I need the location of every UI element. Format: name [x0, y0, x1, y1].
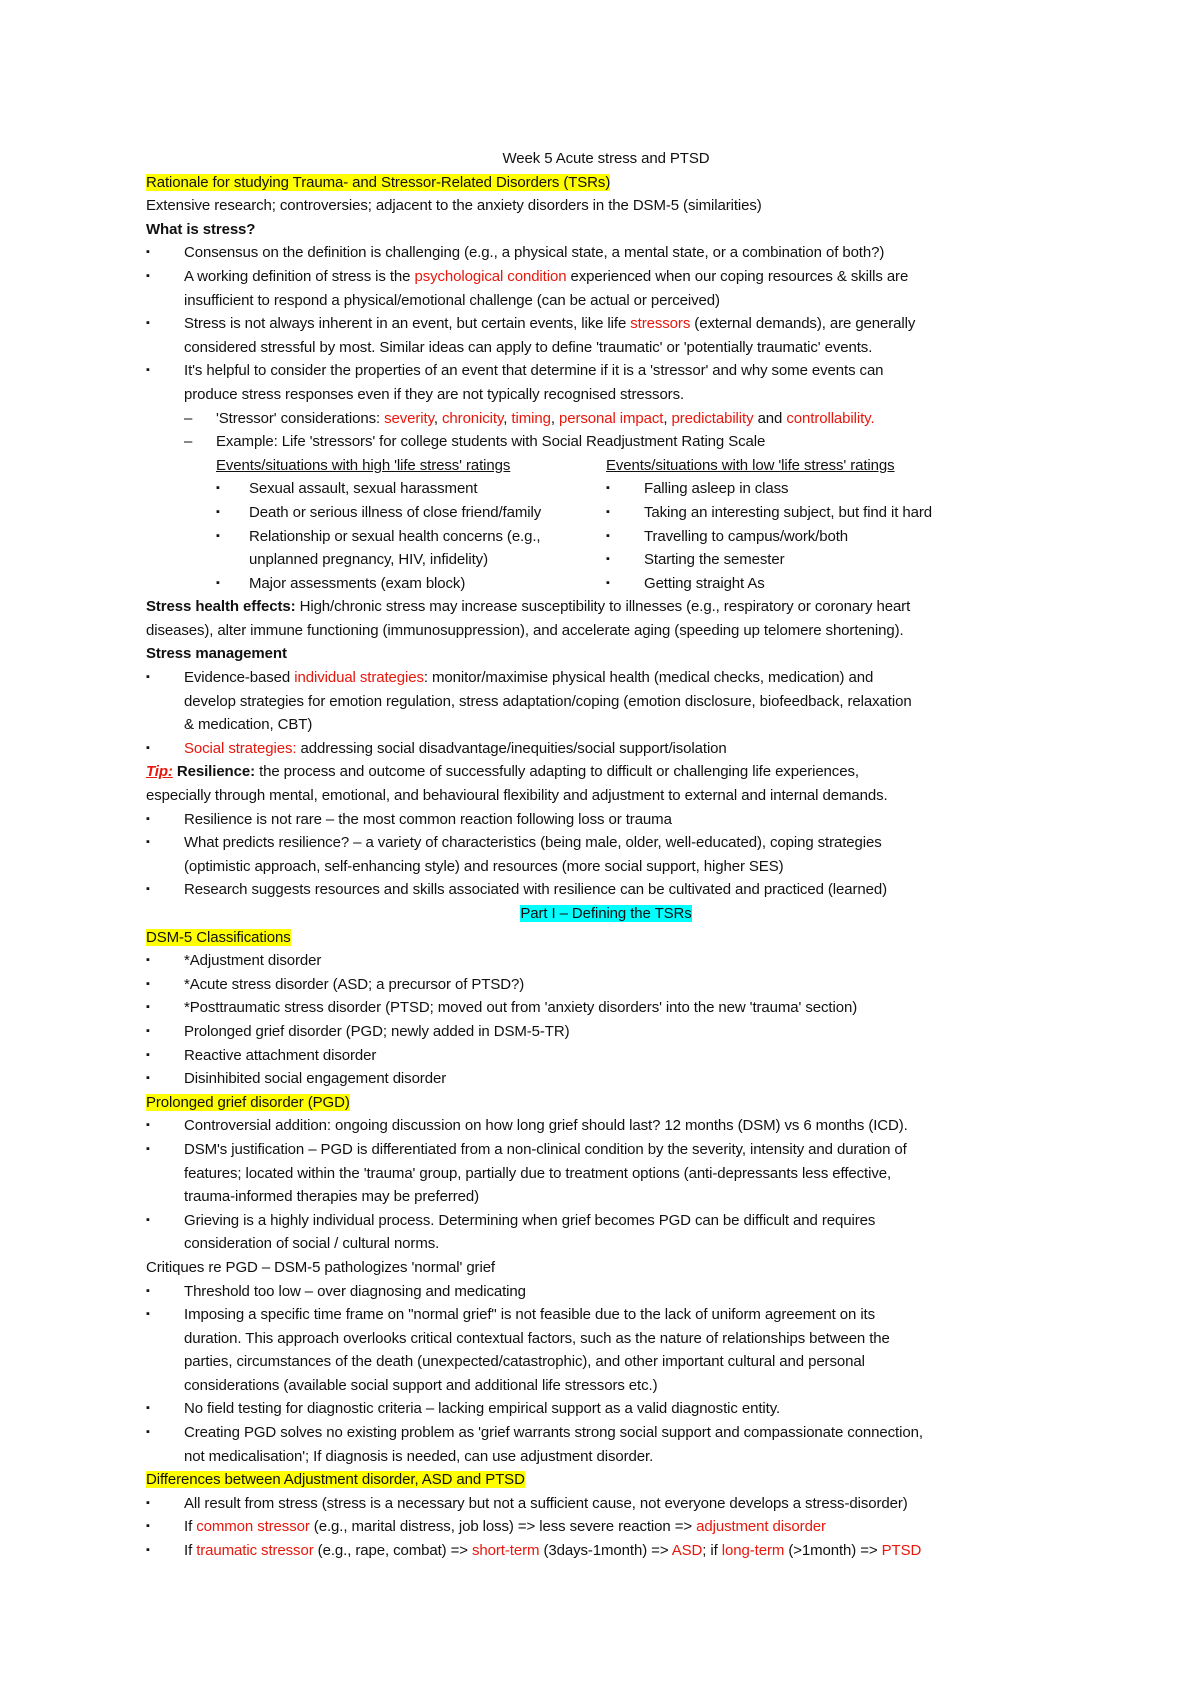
resilience-paragraph: Tip: Resilience: the process and outcome of successfully adapting to difficult or challenging life experiences,	[146, 763, 859, 781]
list-item-continuation: develop strategies for emotion regulation, stress adaptation/coping (emotion disclosure, biofeedback, relaxation	[184, 692, 912, 710]
list-item: ▪ Research suggests resources and skills associated with resilience can be cultivated and practiced (learned)	[146, 881, 888, 899]
list-item: ▪ Relationship or sexual health concerns (e.g.,	[216, 527, 541, 545]
rationale-heading: Rationale for studying Trauma- and Stressor-Related Disorders (TSRs)	[146, 173, 611, 191]
list-item: ▪ Resilience is not rare – the most common reaction following loss or trauma	[146, 810, 672, 828]
rationale-text: Extensive research; controversies; adjacent to the anxiety disorders in the DSM-5 (similarities)	[146, 197, 762, 215]
list-item: ▪ Controversial addition: ongoing discussion on how long grief should last? 12 months (DSM) vs 6 months (ICD).	[146, 1117, 908, 1135]
list-item: ▪ Disinhibited social engagement disorder	[146, 1070, 447, 1088]
list-item-continuation: insufficient to respond a physical/emotional challenge (can be actual or perceived)	[184, 291, 720, 309]
list-item: ▪ *Acute stress disorder (ASD; a precursor of PTSD?)	[146, 975, 525, 993]
list-item-continuation: features; located within the 'trauma' group, partially due to treatment options (anti-depressants less effective,	[184, 1164, 892, 1182]
list-item-continuation: considerations (available social support and additional life stressors etc.)	[184, 1376, 658, 1394]
sub-list-item: – Example: Life 'stressors' for college students with Social Readjustment Rating Scale	[184, 433, 766, 451]
list-item: ▪ Creating PGD solves no existing problem as 'grief warrants strong social support and compassionate connection,	[146, 1424, 923, 1442]
list-item: ▪ *Adjustment disorder	[146, 952, 322, 970]
list-item-continuation: consideration of social / cultural norms.	[184, 1235, 440, 1253]
list-item: ▪ Consensus on the definition is challenging (e.g., a physical state, a mental state, or a combination of both?)	[146, 244, 885, 262]
low-column-heading: Events/situations with low 'life stress' ratings	[606, 456, 895, 474]
low-stress-column	[606, 454, 1066, 596]
list-item: ▪ It's helpful to consider the properties of an event that determine if it is a 'stressor' and why some events can	[146, 362, 884, 380]
list-item: ▪ Reactive attachment disorder	[146, 1046, 377, 1064]
list-item: ▪ Sexual assault, sexual harassment	[216, 480, 478, 498]
health-effects-paragraph: Stress health effects: High/chronic stress may increase susceptibility to illnesses (e.g., respiratory or coronary heart	[146, 598, 911, 616]
list-item: ▪ Major assessments (exam block)	[216, 574, 466, 592]
what-is-stress-heading: What is stress?	[146, 220, 256, 238]
high-stress-column	[146, 454, 606, 596]
list-item-continuation: duration. This approach overlooks critical contextual factors, such as the nature of relationships between the	[184, 1329, 890, 1347]
list-item: ▪ Getting straight As	[606, 574, 765, 592]
list-item: ▪ What predicts resilience? – a variety of characteristics (being male, older, well-educated), coping strategies	[146, 834, 882, 852]
list-item: ▪ Imposing a specific time frame on "normal grief" is not feasible due to the lack of uniform agreement on its	[146, 1306, 876, 1324]
sub-list-item: – 'Stressor' considerations: severity, chronicity, timing, personal impact, predictability and controllability.	[184, 409, 875, 427]
high-column-heading: Events/situations with high 'life stress' ratings	[216, 456, 511, 474]
list-item: ▪ If common stressor (e.g., marital distress, job loss) => less severe reaction => adjustment disorder	[146, 1518, 826, 1536]
list-item-continuation: (optimistic approach, self-enhancing style) and resources (more social support, higher SES)	[184, 857, 784, 875]
list-item: ▪ All result from stress (stress is a necessary but not a sufficient cause, not everyone develops a stress-disorder)	[146, 1494, 908, 1512]
list-item: ▪ Stress is not always inherent in an event, but certain events, like life stressors (external demands), are generally	[146, 315, 916, 333]
list-item: ▪ Prolonged grief disorder (PGD; newly added in DSM-5-TR)	[146, 1022, 570, 1040]
list-item: ▪ DSM's justification – PGD is differentiated from a non-clinical condition by the severity, intensity and duration of	[146, 1140, 907, 1158]
list-item-continuation: & medication, CBT)	[184, 716, 313, 734]
pgd-heading: Prolonged grief disorder (PGD)	[146, 1093, 350, 1111]
list-item: ▪ A working definition of stress is the psychological condition experienced when our coping resources & skills are	[146, 267, 909, 285]
list-item: ▪ Travelling to campus/work/both	[606, 527, 849, 545]
list-item-continuation: trauma-informed therapies may be preferred)	[184, 1188, 479, 1206]
stress-management-heading: Stress management	[146, 645, 287, 663]
dsm-heading: DSM-5 Classifications	[146, 928, 291, 946]
list-item: ▪ Starting the semester	[606, 551, 785, 569]
document-body	[146, 147, 1066, 1563]
list-item-continuation: not medicalisation'; If diagnosis is needed, can use adjustment disorder.	[184, 1447, 654, 1465]
list-item: ▪ Evidence-based individual strategies: monitor/maximise physical health (medical checks, medication) and	[146, 669, 874, 687]
list-item: ▪ Social strategies: addressing social disadvantage/inequities/social support/isolation	[146, 739, 727, 757]
list-item: ▪ If traumatic stressor (e.g., rape, combat) => short-term (3days-1month) => ASD; if long-term (>1month) => PTSD	[146, 1542, 922, 1560]
stress-ratings-columns	[146, 454, 1066, 596]
list-item-continuation: parties, circumstances of the death (unexpected/catastrophic), and other important cultural and personal	[184, 1353, 865, 1371]
tip-label: Tip:	[146, 763, 173, 781]
list-item: ▪ Death or serious illness of close friend/family	[216, 503, 542, 521]
list-item-continuation: unplanned pregnancy, HIV, infidelity)	[249, 551, 488, 569]
list-item: ▪ Falling asleep in class	[606, 480, 789, 498]
list-item-continuation: produce stress responses even if they are not typically recognised stressors.	[184, 385, 685, 403]
list-item: ▪ *Posttraumatic stress disorder (PTSD; moved out from 'anxiety disorders' into the new 'trauma' section)	[146, 999, 858, 1017]
health-effects-continuation: diseases), alter immune functioning (immunosuppression), and accelerate aging (speeding up telomere shortening).	[146, 621, 904, 639]
doc-title: Week 5 Acute stress and PTSD	[502, 150, 710, 167]
differences-heading: Differences between Adjustment disorder, ASD and PTSD	[146, 1471, 525, 1489]
list-item: ▪ Taking an interesting subject, but find it hard	[606, 503, 932, 521]
list-item: ▪ Grieving is a highly individual process. Determining when grief becomes PGD can be difficult and requires	[146, 1211, 876, 1229]
list-item: ▪ No field testing for diagnostic criteria – lacking empirical support as a valid diagnostic entity.	[146, 1400, 781, 1418]
critiques-heading: Critiques re PGD – DSM-5 pathologizes 'normal' grief	[146, 1258, 495, 1276]
part1-heading: Part I – Defining the TSRs	[520, 905, 692, 922]
list-item-continuation: considered stressful by most. Similar ideas can apply to define 'traumatic' or 'potentially traumatic' events.	[184, 338, 873, 356]
resilience-continuation: especially through mental, emotional, and behavioural flexibility and adjustment to external and internal demands.	[146, 787, 888, 805]
list-item: ▪ Threshold too low – over diagnosing and medicating	[146, 1282, 526, 1300]
